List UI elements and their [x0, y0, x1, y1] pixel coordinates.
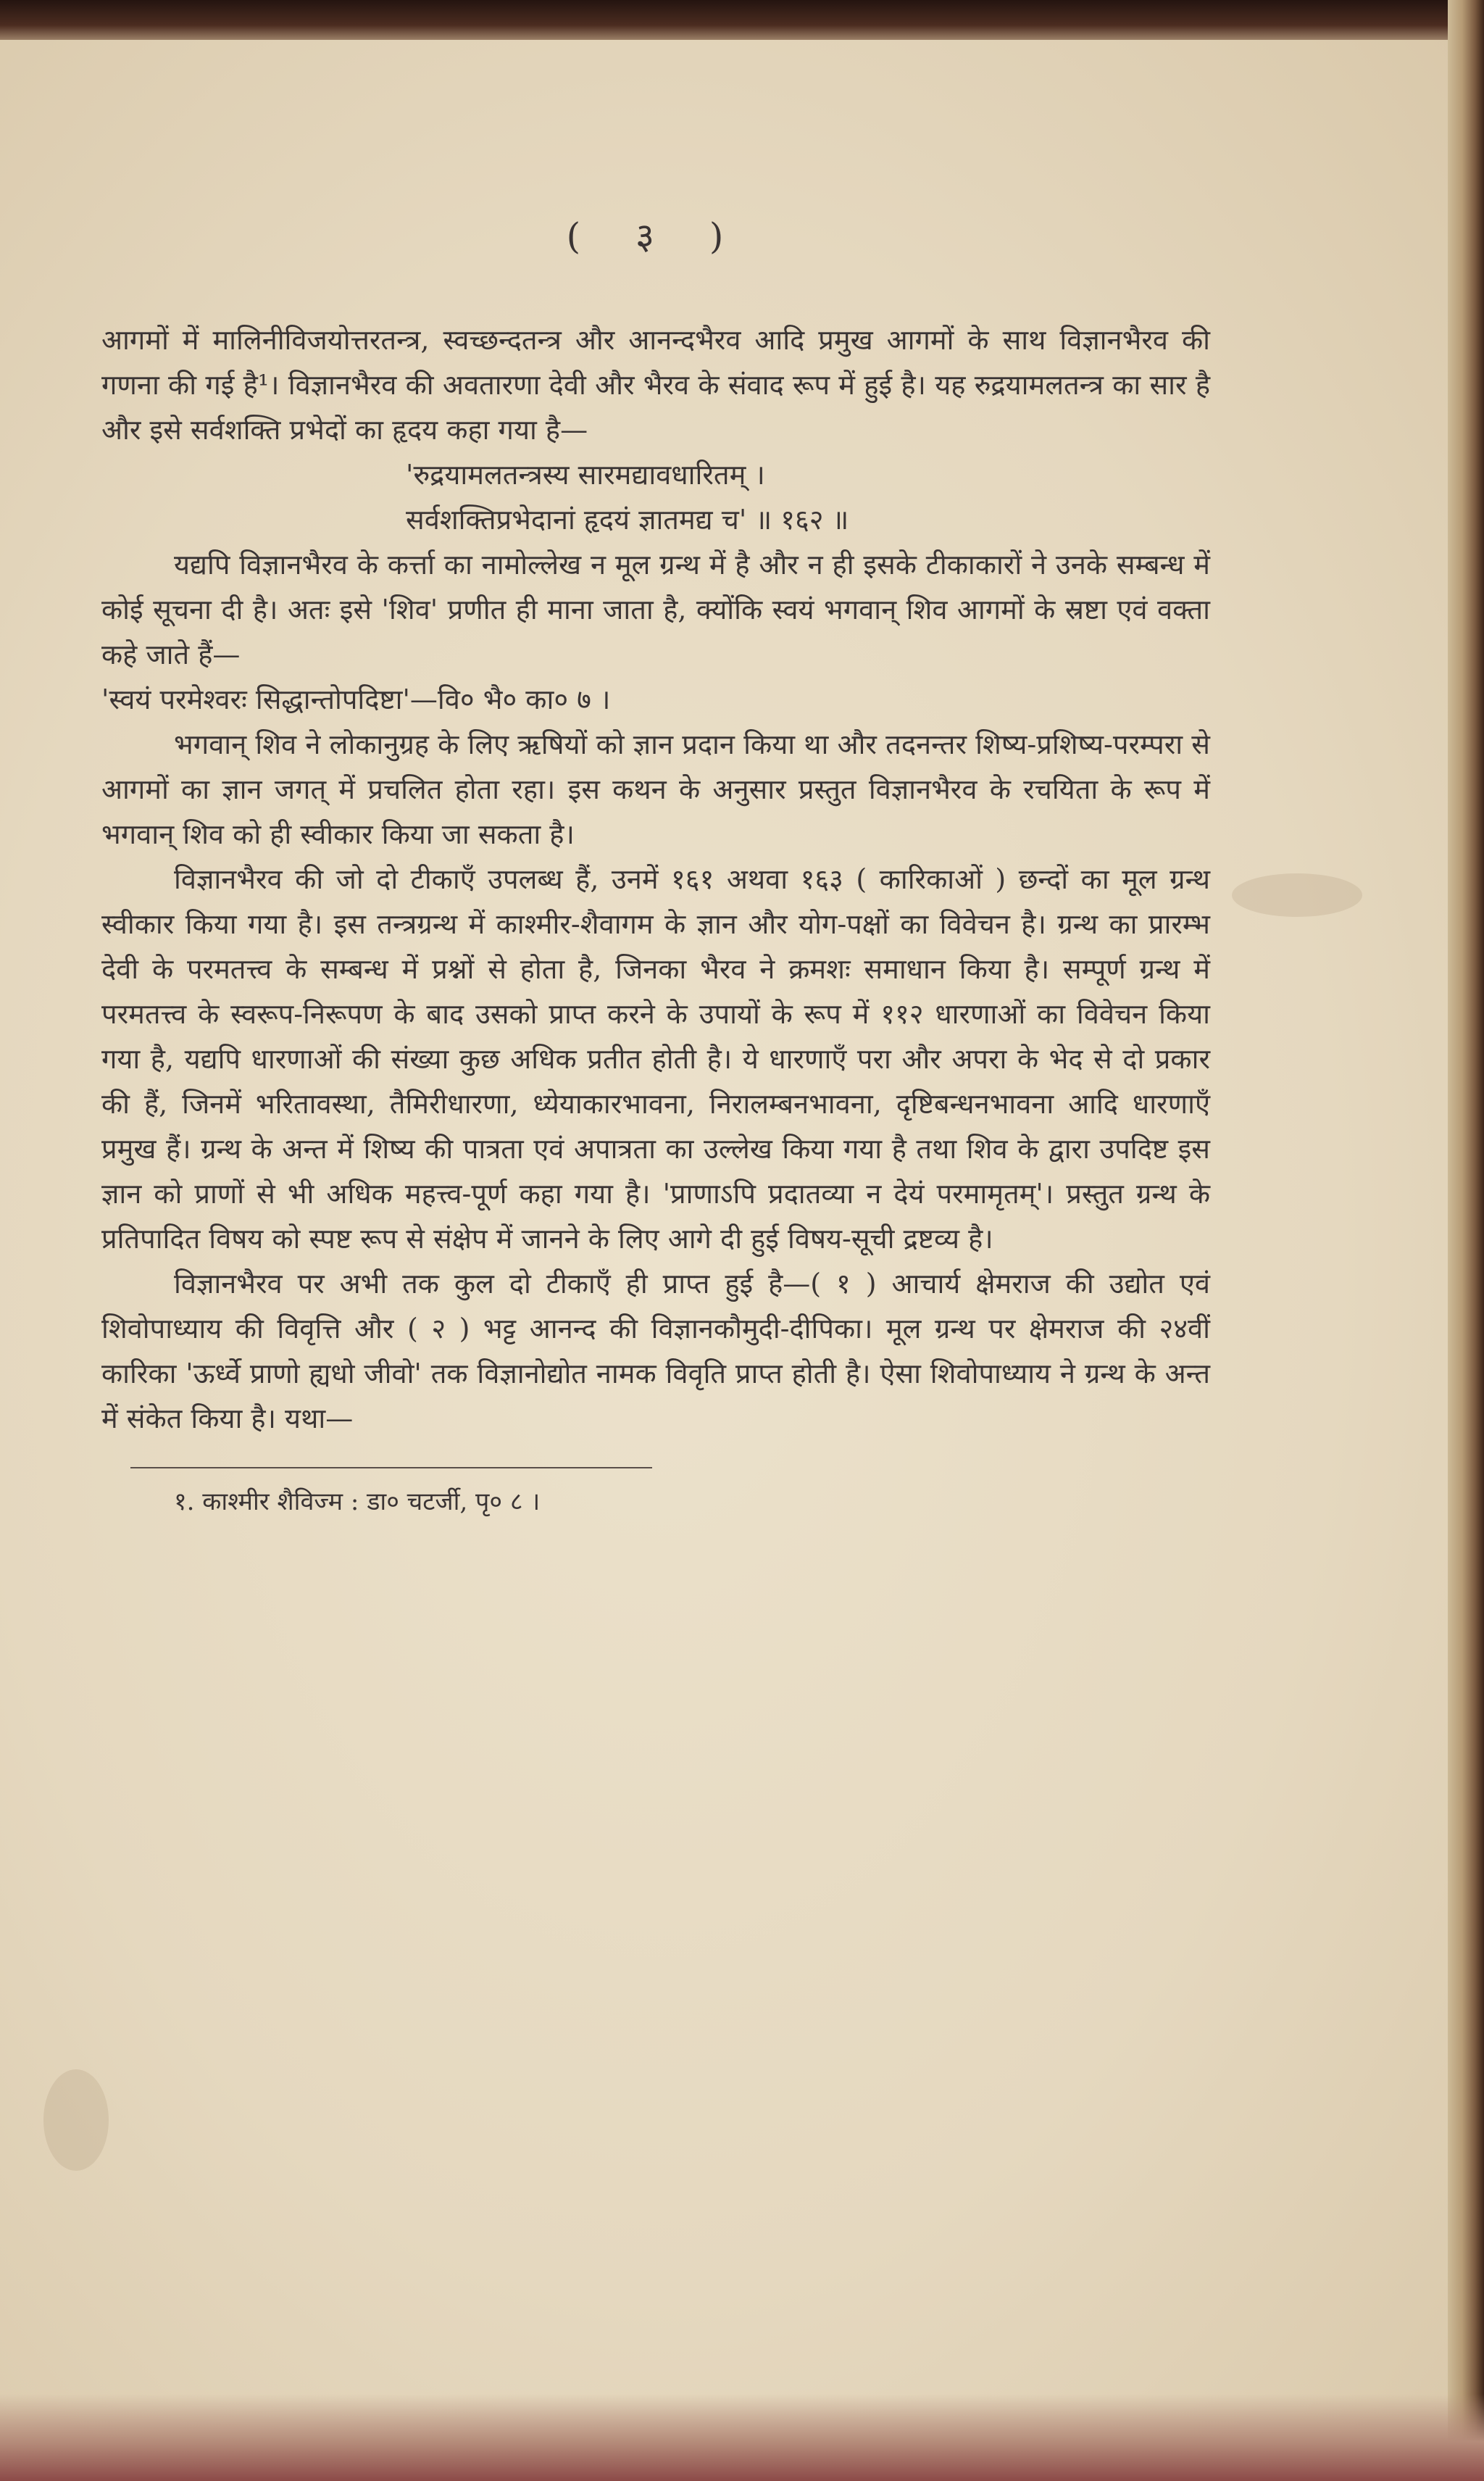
page-top-shadow	[0, 0, 1484, 42]
quote-line: 'स्वयं परमेश्वरः सिद्धान्तोपदिष्टा'—वि० भै० का० ७ ।	[101, 683, 611, 715]
paper-stain	[43, 2069, 109, 2171]
paragraph-5: विज्ञानभैरव पर अभी तक कुल दो टीकाएँ ही प्राप्त हुई है—( १ ) आचार्य क्षेमराज की उद्योत एवं शिवोपाध्याय की विवृत्ति और ( २ ) भट्ट आनन्द की विज्ञानकौमुदी-दीपिका। मूल ग्रन्थ पर क्षेमराज की २४वीं कारिका 'ऊर्ध्वे प्राणो ह्यधो जीवो' तक विज्ञानोद्योत नामक विवृति प्राप्त होती है। ऐसा शिवोपाध्याय ने ग्रन्थ के अन्त में संकेत किया है। यथा—	[101, 1268, 1210, 1434]
paragraph-3: भगवान् शिव ने लोकानुग्रह के लिए ऋषियों को ज्ञान प्रदान किया था और तदनन्तर शिष्य-प्रशिष्य-परम्परा से आगमों का ज्ञान जगत् में प्रचलित होता रहा। इस कथन के अनुसार प्रस्तुत विज्ञानभैरव के रचयिता के रूप में भगवान् शिव को ही स्वीकार किया जा सकता है।	[101, 728, 1210, 850]
footnote-rule	[130, 1467, 652, 1468]
paragraph-2: यद्यपि विज्ञानभैरव के कर्त्ता का नामोल्लेख न मूल ग्रन्थ में है और न ही इसके टीकाकारों ने उनके सम्बन्ध में कोई सूचना दी है। अतः इसे 'शिव' प्रणीत ही माना जाता है, क्योंकि स्वयं भगवान् शिव आगमों के स्रष्टा एवं वक्ता कहे जाते हैं—	[101, 549, 1210, 670]
page-right-edge	[1448, 0, 1484, 2481]
page-content	[101, 210, 1210, 1522]
paragraph-4: विज्ञानभैरव की जो दो टीकाएँ उपलब्ध हैं, उनमें १६१ अथवा १६३ ( कारिकाओं ) छन्दों का मूल ग्रन्थ स्वीकार किया गया है। इस तन्त्रग्रन्थ में काश्मीर-शैवागम के ज्ञान और योग-पक्षों का विवेचन है। ग्रन्थ का प्रारम्भ देवी के परमतत्त्व के सम्बन्ध में प्रश्नों से होता है, जिनका भैरव ने क्रमशः समाधान किया है। सम्पूर्ण ग्रन्थ में परमतत्त्व के स्वरूप-निरूपण के बाद उसको प्राप्त करने के उपायों के रूप में ११२ धारणाओं का विवेचन किया गया है, यद्यपि धारणाओं की संख्या कुछ अधिक प्रतीत होती है। ये धारणाएँ परा और अपरा के भेद से दो प्रकार की हैं, जिनमें भरितावस्था, तैमिरीधारणा, ध्येयाकारभावना, निरालम्बनभावना, दृष्टिबन्धनभावना आदि धारणाएँ प्रमुख हैं। ग्रन्थ के अन्त में शिष्य की पात्रता एवं अपात्रता का उल्लेख किया गया है तथा शिव के द्वारा उपदिष्ट इस ज्ञान को प्राणों से भी अधिक महत्त्व-पूर्ण कहा गया है। 'प्राणाऽपि प्रदातव्या न देयं परमामृतम्'। प्रस्तुत ग्रन्थ के प्रतिपादित विषय को स्पष्ट रूप से संक्षेप में जानने के लिए आगे दी हुई विषय-सूची द्रष्टव्य है।	[101, 863, 1210, 1255]
page-bottom-edge	[0, 2394, 1484, 2481]
page-number: ( ३ )	[566, 215, 746, 257]
footnote: १. काश्मीर शैविज्म : डा० चटर्जी, पृ० ८ ।	[174, 1487, 541, 1516]
paper-stain	[1232, 873, 1362, 917]
verse-line-2: सर्वशक्तिप्रभेदानां हृदयं ज्ञातमद्य च' ॥ १६२ ॥	[406, 504, 849, 536]
verse-line-1: 'रुद्रयामलतन्त्रस्य सारमद्यावधारितम् ।	[406, 459, 765, 491]
paragraph-1: आगमों में मालिनीविजयोत्तरतन्त्र, स्वच्छन्दतन्त्र और आनन्दभैरव आदि प्रमुख आगमों के साथ विज्ञानभैरव की गणना की गई है¹। विज्ञानभैरव की अवतारणा देवी और भैरव के संवाद रूप में हुई है। यह रुद्रयामलतन्त्र का सार है और इसे सर्वशक्ति प्रभेदों का हृदय कहा गया है—	[101, 324, 1210, 446]
